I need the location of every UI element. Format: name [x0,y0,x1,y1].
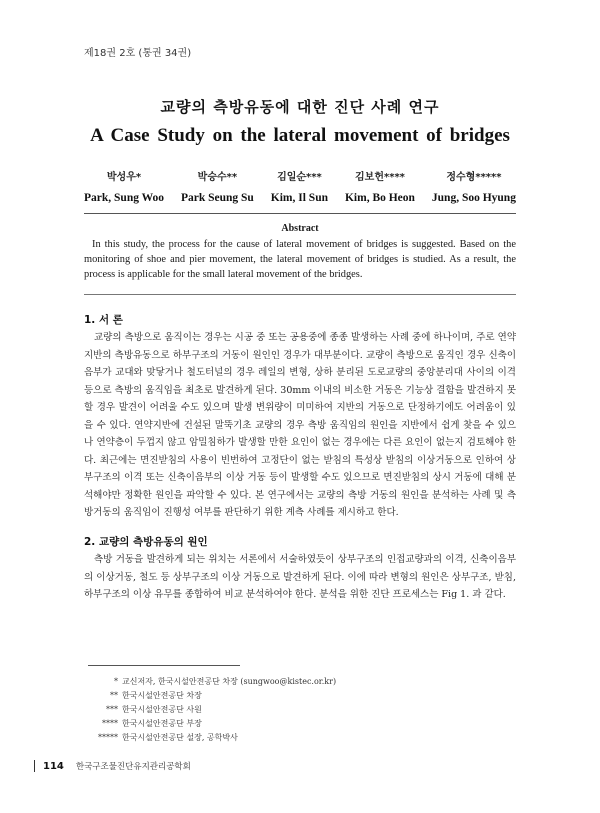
footnote-mark: ***** [98,733,118,742]
author-name-en: Park Seung Su [180,192,254,204]
journal-name: 한국구조물진단유지관리공학회 [75,762,191,772]
abstract-heading: Abstract [281,223,319,234]
footnote-text: 한국시설안전공단 설장, 공학박사 [122,733,238,742]
footnote [84,703,336,717]
korean-title: 교량의 측방유동에 대한 진단 사례 연구 [160,98,440,116]
page-number: 114 [43,760,64,772]
section-body-causes: 측방 거동을 발견하게 되는 위치는 서론에서 서술하였듯이 상부구조의 인접교량과의 이격, 신축이음부의 이상거동, 철도 등 상부구조의 이상 거동으로 발견하게 된다. 이에 따라 변형의 원인은 상부구조, 받침, 하부구조의 이상 유무를 종합하여 비교 분석하여야 한다. 분석을 위한 진단 프로세스는 Fig 1. 과 같다. [84,554,516,600]
author-name-en: Jung, Soo Hyung [431,192,516,204]
section-body-introduction: 교량의 측방으로 움직이는 경우는 시공 중 또는 공용중에 종종 발생하는 사례 중에 하나이며, 주로 연약지반의 측방유동으로 하부구조의 거동이 원인인 경우가 대부분이다. 교량이 측방으로 움직인 경우 신축이음부가 교대와 맞닿거나 철도터널의 경우 레일의 변형, 상하 분리된 도로교량의 중앙분리대 사이의 이격 등으로 측방의 움직임을 최초로 발견하게 된다. 30mm 이내의 비소한 거동은 기능상 결함을 발견하지 못할 경우 발견이 어려울 수도 있으며 발생 변위량이 미미하여 지반의 거동으로 단정하기에도 어려움이 있을 수 있다. 연약지반에 건설된 말뚝기초 교량의 경우 측방 움직임의 원인을 지반에서 쉽게 찾을 수 있으나 연약층이 두껍지 않고 암밀침하가 발생할 만한 요인이 없는 경우에는 다른 요인이 없는지 검토해야 한다. 최근에는 면진받침의 사용이 빈번하여 고정단이 없는 받침의 특성상 받침의 이상거동으로 인하여 상부구조의 이격 또는 신축이음부의 이상 거동 등이 발생할 수도 있으므로 면진받침의 상시 거동에 대해 분석해야만 정확한 원인을 파악할 수 있다. 본 연구에서는 교량의 측방 거동의 원인을 분석하는 사례 및 측방거동의 움직임이 진행성 여부를 판단하기 위한 계측 사례를 제시하고 한다. [84,332,516,518]
author-name-ko: 김보헌**** [355,172,405,183]
footnote-mark: * [114,677,118,686]
page-footer [34,760,191,772]
footer-divider [34,760,35,772]
author-name-ko: 박승수** [197,172,238,183]
author-name-ko: 정수형***** [446,172,502,183]
footnote [84,731,336,745]
author [271,168,328,204]
section-heading-introduction: 1. 서 론 [84,314,123,326]
footnote-mark: *** [106,705,118,714]
footnote-rule [88,665,240,666]
abstract-top-rule [84,213,516,214]
author-name-en: Park, Sung Woo [84,192,164,204]
footnote-mark: **** [102,719,118,728]
author [345,168,415,204]
footnote-text: 한국시설안전공단 차장 [122,691,202,700]
author [181,168,254,204]
footnote [84,717,336,731]
author-name-ko: 박성우* [106,172,142,183]
section-heading-causes: 2. 교량의 측방유동의 원인 [84,536,208,548]
running-head: 제18권 2호 (통권 34권) [84,48,192,59]
footnote-text: 한국시설안전공단 사원 [122,705,202,714]
author [84,168,164,204]
english-title: A Case Study on the lateral movement of bridges [90,125,510,146]
author [432,168,516,204]
footnote-text: 교신저자, 한국시설안전공단 차장 (sungwoo@kistec.or.kr) [122,677,337,686]
author-name-ko: 김일순*** [277,172,322,183]
footnote-list [84,675,336,745]
footnote-mark: ** [110,691,118,700]
author-list [84,168,516,204]
author-name-en: Kim, Il Sun [270,192,328,204]
abstract-text: In this study, the process for the cause of lateral movement of bridges is suggested. Based on the monitoring of shoe and pier movement, the lateral movement of bridges is studied. As a result, the process is applicable for the small lateral movement of the bridges. [84,239,516,280]
abstract-bottom-rule [84,294,516,295]
footnote-text: 한국시설안전공단 부장 [122,719,202,728]
footnote [84,689,336,703]
author-name-en: Kim, Bo Heon [344,192,415,204]
footnote [84,675,336,689]
